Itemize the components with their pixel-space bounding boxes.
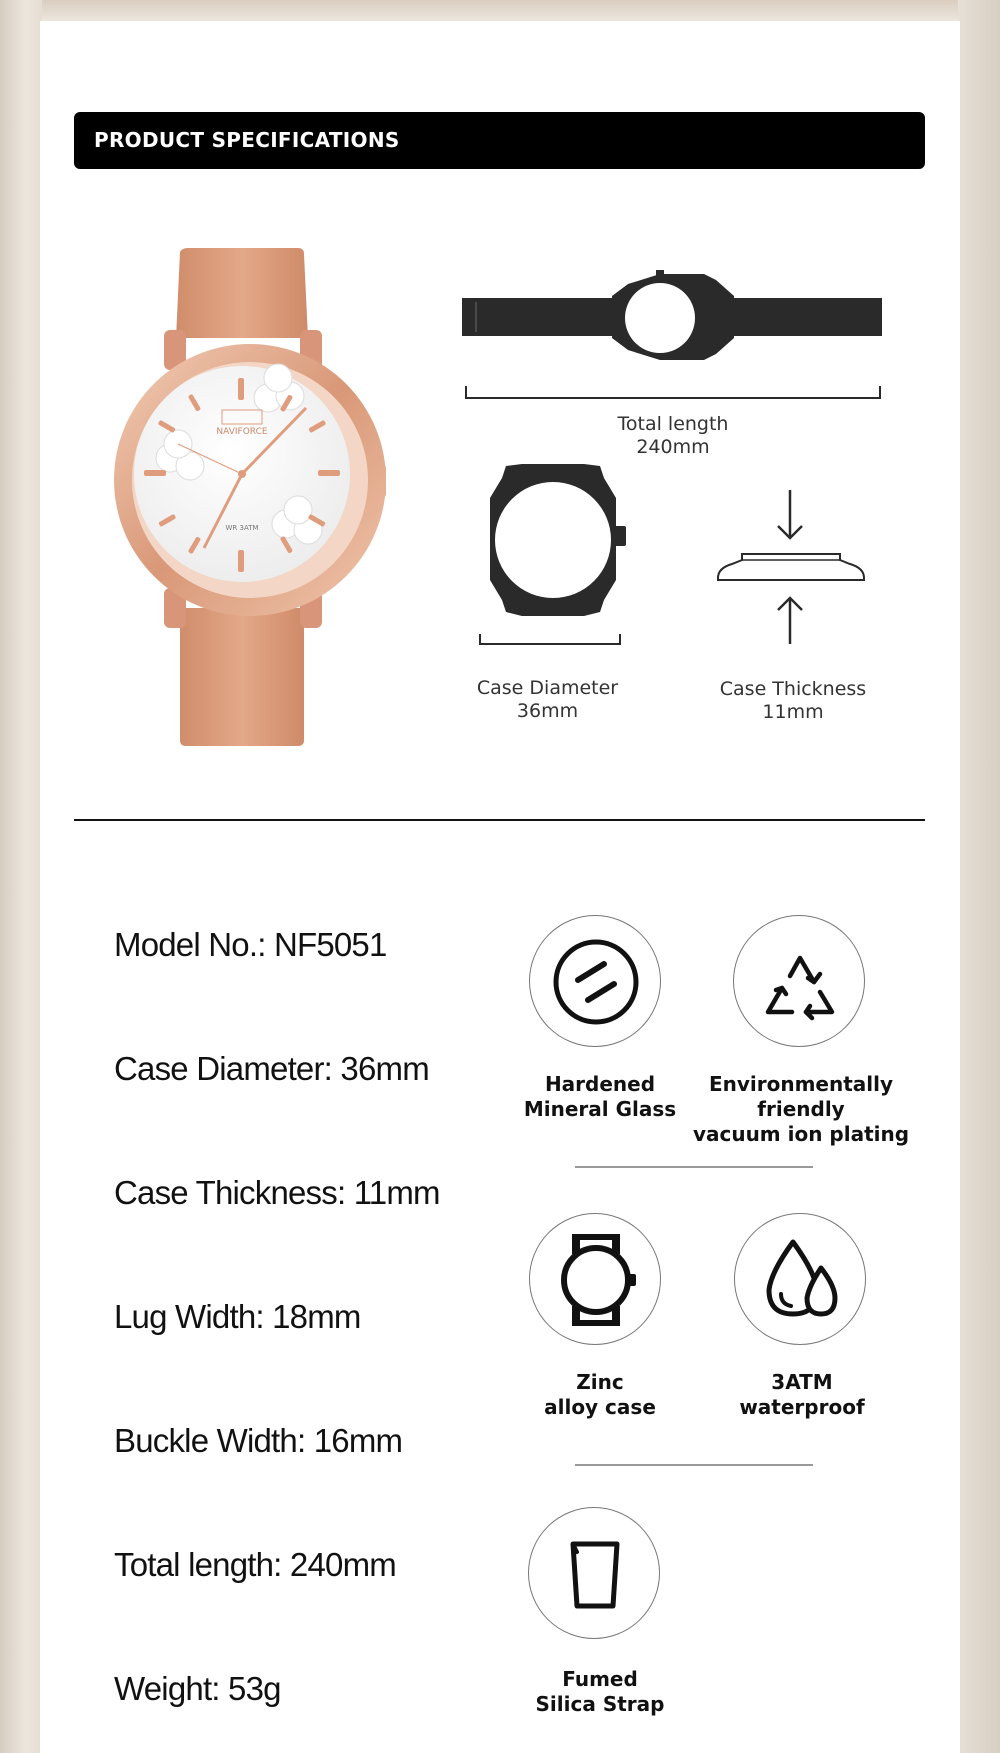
feature-case-label [520, 1370, 680, 1420]
feature-waterproof-line2: waterproof [739, 1395, 865, 1419]
glass-icon [530, 916, 662, 1048]
feature-glass [529, 915, 661, 1047]
case-diameter-diagram [476, 464, 632, 650]
feature-waterproof-line1: 3ATM [771, 1370, 833, 1394]
strap-icon [529, 1508, 661, 1640]
watch-case-icon [530, 1214, 662, 1346]
watch-brand-text: NAVIFORCE [216, 427, 268, 437]
section-divider [74, 819, 925, 821]
spec-model: Model No.: NF5051 [114, 926, 387, 963]
total-length-value: 240mm [636, 436, 710, 458]
feature-waterproof [734, 1213, 866, 1345]
total-length-label [560, 413, 786, 459]
feature-plating [733, 915, 865, 1047]
spec-case-thickness: Case Thickness: 11mm [114, 1174, 440, 1211]
feature-strap-label [520, 1667, 680, 1717]
spec-lug-width: Lug Width: 18mm [114, 1298, 361, 1335]
feature-plating-line2: vacuum ion plating [692, 1122, 910, 1146]
case-diameter-title: Case Diameter [476, 677, 619, 699]
total-length-title: Total length [617, 413, 729, 435]
total-length-diagram [460, 266, 886, 404]
feature-plating-label [668, 1072, 934, 1147]
case-diameter-label [440, 677, 655, 723]
feature-divider-1 [575, 1166, 813, 1168]
case-thickness-label [686, 678, 900, 724]
section-title: PRODUCT SPECIFICATIONS [94, 128, 400, 152]
background-left [0, 0, 42, 1753]
case-thickness-value: 11mm [762, 701, 824, 723]
feature-glass-label [520, 1072, 680, 1122]
spec-buckle-width: Buckle Width: 16mm [114, 1422, 403, 1459]
watch-product-image [108, 248, 398, 748]
feature-glass-line2: Mineral Glass [523, 1097, 677, 1121]
case-diameter-value: 36mm [516, 700, 579, 722]
feature-strap [528, 1507, 660, 1639]
feature-case-line2: alloy case [544, 1395, 656, 1419]
background-right [958, 0, 1000, 1753]
section-header [74, 112, 925, 169]
spec-weight: Weight: 53g [114, 1670, 281, 1707]
case-thickness-diagram [714, 488, 870, 648]
recycle-icon [734, 916, 866, 1048]
background-top [0, 0, 1000, 22]
feature-plating-line1: Environmentally friendly [708, 1072, 894, 1121]
water-drops-icon [735, 1214, 867, 1346]
feature-divider-2 [575, 1464, 813, 1466]
watch-dial-text: WR 3ATM [225, 524, 259, 532]
feature-strap-line1: Fumed [562, 1667, 638, 1691]
feature-strap-line2: Silica Strap [535, 1692, 665, 1716]
spec-total-length: Total length: 240mm [114, 1546, 396, 1583]
feature-case-line1: Zinc [576, 1370, 624, 1394]
feature-glass-line1: Hardened [544, 1072, 656, 1096]
spec-case-diameter: Case Diameter: 36mm [114, 1050, 429, 1087]
case-thickness-title: Case Thickness [719, 678, 867, 700]
feature-case [529, 1213, 661, 1345]
feature-waterproof-label [722, 1370, 882, 1420]
